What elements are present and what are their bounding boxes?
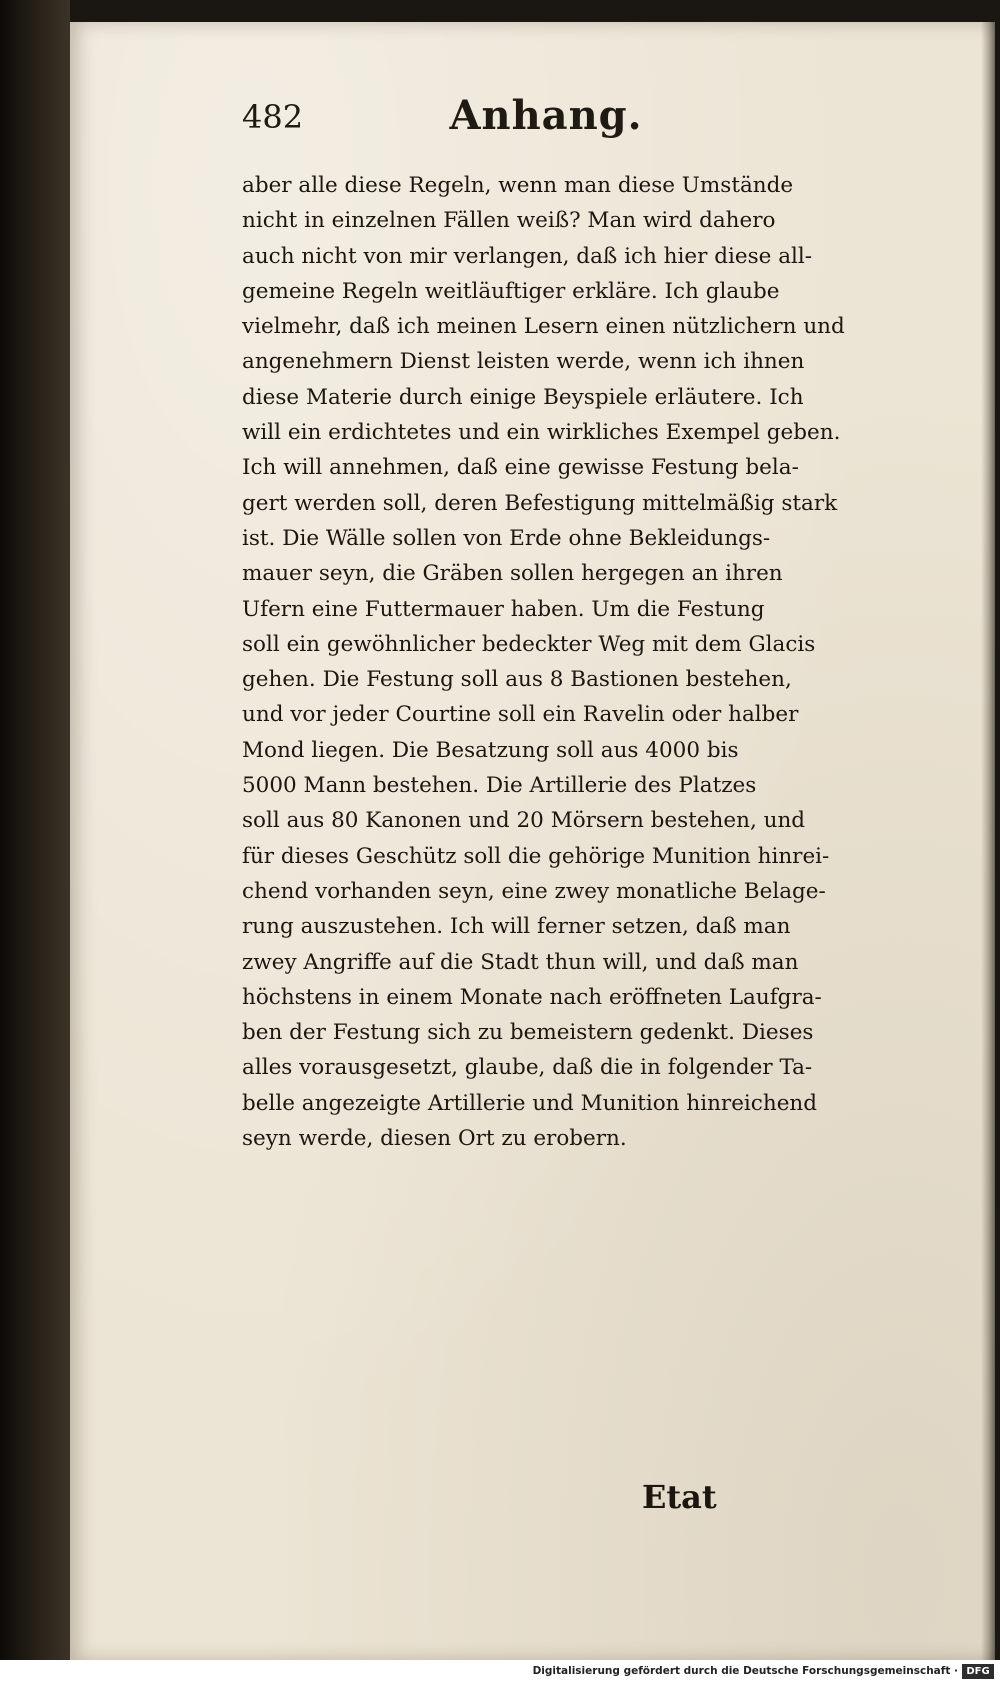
funding-credit: Digitalisierung gefördert durch die Deutsche Forschungsgemeinschaft ·	[532, 1665, 958, 1677]
text-line: auch nicht von mir verlangen, daß ich hier diese all-	[242, 243, 813, 269]
text-line: ist. Die Wälle sollen von Erde ohne Bekleidungs-	[242, 525, 771, 551]
text-line: für dieses Geschütz soll die gehörige Munition hinrei-	[242, 843, 830, 869]
text-line: alles vorausgesetzt, glaube, daß die in folgender Ta-	[242, 1055, 813, 1081]
text-line: angenehmern Dienst leisten werde, wenn ich ihnen	[242, 349, 805, 375]
text-line: rung auszustehen. Ich will ferner setzen, daß man	[242, 914, 791, 940]
page-number: 482	[242, 98, 304, 136]
text-line: seyn werde, diesen Ort zu erobern.	[242, 1126, 627, 1152]
footer-bar	[0, 1660, 1000, 1684]
text-line: zwey Angriffe auf die Stadt thun will, und daß man	[242, 949, 799, 975]
text-line: will ein erdichtetes und ein wirkliches Exempel geben.	[242, 420, 841, 446]
text-line: und vor jeder Courtine soll ein Ravelin oder halber	[242, 702, 799, 728]
text-line: belle angezeigte Artillerie und Munition hinreichend	[242, 1090, 818, 1116]
text-line: gemeine Regeln weitläuftiger erkläre. Ich glaube	[242, 278, 780, 304]
running-head: Anhang.	[449, 92, 643, 139]
text-line: gehen. Die Festung soll aus 8 Bastionen bestehen,	[242, 667, 792, 693]
text-line: vielmehr, daß ich meinen Lesern einen nützlichern und	[242, 314, 845, 340]
text-line: soll ein gewöhnlicher bedeckter Weg mit dem Glacis	[242, 631, 816, 657]
text-line: 5000 Mann bestehen. Die Artillerie des Platzes	[242, 773, 757, 799]
book-spine-shadow	[0, 0, 70, 1660]
text-line: mauer seyn, die Gräben sollen hergegen an ihren	[242, 561, 783, 587]
text-line: diese Materie durch einige Beyspiele erläutere. Ich	[242, 384, 804, 410]
text-line: nicht in einzelnen Fällen weiß? Man wird dahero	[242, 208, 776, 234]
catchword: Etat	[642, 1478, 717, 1516]
text-line: chend vorhanden seyn, eine zwey monatliche Belage-	[242, 878, 826, 904]
text-line: Ufern eine Futtermauer haben. Um die Festung	[242, 596, 765, 622]
text-line: Mond liegen. Die Besatzung soll aus 4000 bis	[242, 737, 739, 763]
page-edge-shadow	[981, 22, 995, 1660]
body-text	[242, 168, 845, 1156]
text-line: Ich will annehmen, daß eine gewisse Festung bela-	[242, 455, 799, 481]
text-line: aber alle diese Regeln, wenn man diese Umstände	[242, 173, 794, 198]
text-line: ben der Festung sich zu bemeistern gedenkt. Dieses	[242, 1020, 814, 1046]
page-header	[242, 88, 710, 148]
text-line: höchstens in einem Monate nach eröffneten Laufgra-	[242, 984, 822, 1010]
text-line: soll aus 80 Kanonen und 20 Mörsern bestehen, und	[242, 808, 806, 834]
text-line: gert werden soll, deren Befestigung mittelmäßig stark	[242, 490, 838, 516]
dfg-logo: DFG	[962, 1664, 994, 1679]
